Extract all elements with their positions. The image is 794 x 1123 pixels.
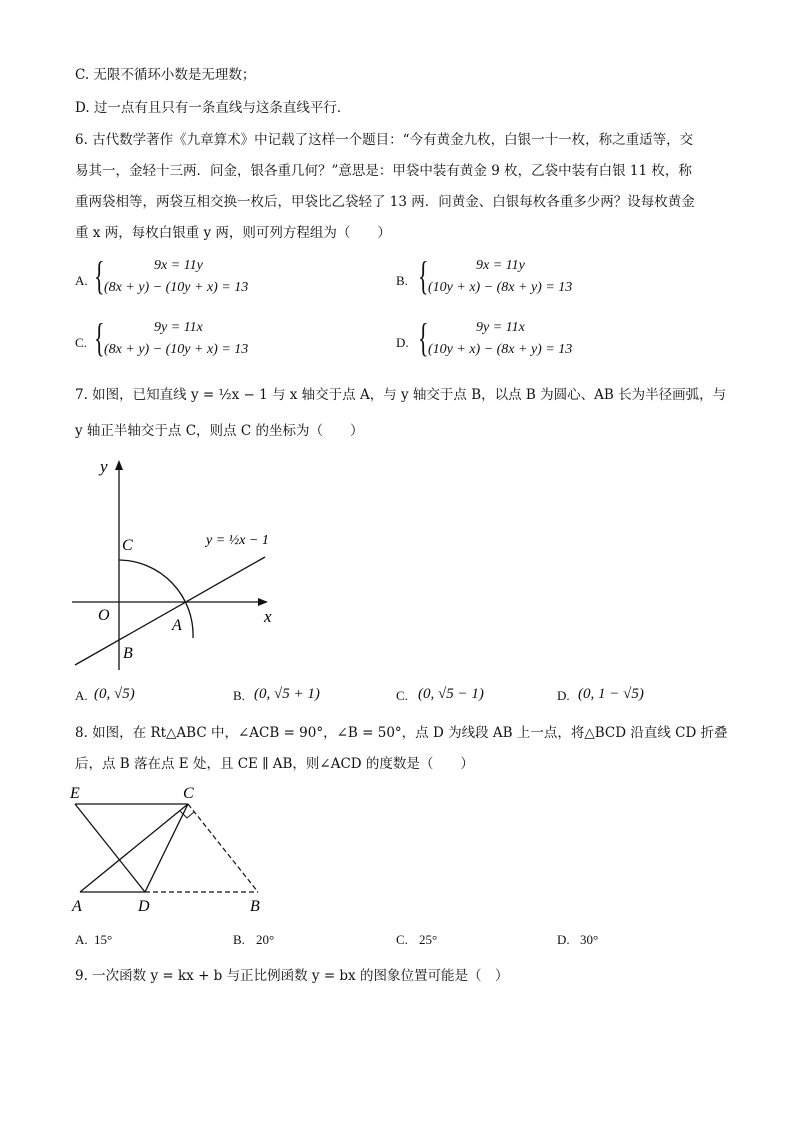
q8-option-c-label: C.	[396, 932, 408, 947]
fig7-label-c: C	[122, 537, 133, 554]
q6-d-eq2: (10y + x) − (8x + y) = 13	[428, 342, 573, 357]
brace-icon: {	[94, 253, 105, 298]
fig7-x-arrow-icon	[258, 598, 268, 606]
q7-option-d-label: D.	[557, 688, 570, 703]
q8-option-a-text: 15°	[94, 932, 113, 947]
q8-option-c-text: 25°	[419, 932, 438, 947]
option-d-q5: D. 过一点有且只有一条直线与这条直线平行．	[75, 100, 351, 116]
question-8-line-1: 8. 如图，在 Rt△ABC 中，∠ACB = 90°，∠B = 50°，点 D 为线段 AB 上一点，将△BCD 沿直线 CD 折叠	[75, 725, 728, 741]
q6-option-c-label: C.	[75, 335, 87, 350]
q7-option-a-text: (0, √5)	[94, 686, 135, 702]
q8-option-b-label: B.	[233, 932, 245, 947]
question-8-line-2: 后，点 B 落在点 E 处，且 CE ∥ AB，则∠ACD 的度数是（ ）	[75, 756, 474, 772]
q7-option-b-label: B.	[233, 688, 245, 703]
q6-d-eq1: 9y = 11x	[476, 320, 525, 335]
fig8-label-a: A	[72, 898, 82, 915]
q7-option-a-label: A.	[75, 688, 88, 703]
fig8-cb-dashed	[188, 804, 258, 892]
question-9: 9. 一次函数 y = kx + b 与正比例函数 y = bx 的图象位置可能是（ ）	[75, 968, 509, 984]
q6-b-eq2: (10y + x) − (8x + y) = 13	[428, 280, 573, 295]
fig7-line-label: y = ½x − 1	[206, 533, 269, 548]
question-7-line-1: 7. 如图，已知直线 y = ½x − 1 与 x 轴交于点 A，与 y 轴交于点 B，以点 B 为圆心、AB 长为半径画弧，与	[75, 387, 727, 403]
q8-option-a-label: A.	[75, 932, 88, 947]
question-6-line-4: 重 x 两，每枚白银重 y 两，则可列方程组为（ ）	[75, 225, 391, 241]
q8-option-d-text: 30°	[580, 932, 599, 947]
fig8-cd	[145, 804, 188, 892]
q6-option-a-label: A.	[75, 273, 88, 288]
fig8-label-b: B	[250, 898, 260, 915]
brace-icon: {	[418, 253, 429, 298]
fig8-label-d: D	[138, 898, 150, 915]
fig7-label-b: B	[123, 645, 133, 662]
q6-a-eq2: (8x + y) − (10y + x) = 13	[104, 280, 249, 295]
question-7-line-2: y 轴正半轴交于点 C，则点 C 的坐标为（ ）	[75, 423, 364, 439]
q6-c-eq2: (8x + y) − (10y + x) = 13	[104, 342, 249, 357]
brace-icon: {	[94, 315, 105, 360]
q7-option-d-text: (0, 1 − √5)	[578, 686, 644, 702]
q8-option-d-label: D.	[557, 932, 570, 947]
question-6-line-3: 重两袋相等，两袋互相交换一枚后，甲袋比乙袋轻了 13 两．问黄金、白银每枚各重多少两？设每枚黄金	[75, 194, 695, 210]
fig7-label-x: x	[264, 607, 272, 626]
figure-q8	[60, 782, 280, 917]
fig7-label-a: A	[172, 617, 182, 634]
question-6-line-2: 易其一，金轻十三两．问金，银各重几何？”意思是：甲袋中装有黄金 9 枚，乙袋中装有白银 11 枚，称	[75, 163, 692, 179]
q7-option-c-label: C.	[396, 688, 408, 703]
fig7-arc	[119, 560, 193, 638]
q6-a-eq1: 9x = 11y	[154, 258, 203, 273]
fig7-label-y: y	[100, 457, 108, 476]
q6-option-d-label: D.	[396, 335, 409, 350]
q7-option-c-text: (0, √5 − 1)	[418, 686, 484, 702]
question-6-line-1: 6. 古代数学著作《九章算术》中记载了这样一个题目：“今有黄金九枚，白银一十一枚，称之重适等，交	[75, 132, 694, 148]
q8-option-b-text: 20°	[256, 932, 275, 947]
fig8-label-e: E	[70, 785, 80, 802]
fig7-y-arrow-icon	[115, 460, 123, 470]
fig7-label-o: O	[98, 607, 110, 624]
figure-q7	[60, 450, 300, 675]
option-c-q5: C. 无限不循环小数是无理数；	[75, 67, 256, 83]
q6-c-eq1: 9y = 11x	[154, 320, 203, 335]
q7-option-b-text: (0, √5 + 1)	[254, 686, 320, 702]
brace-icon: {	[418, 315, 429, 360]
q6-b-eq1: 9x = 11y	[476, 258, 525, 273]
fig8-label-c: C	[183, 785, 194, 802]
q6-option-b-label: B.	[396, 273, 408, 288]
